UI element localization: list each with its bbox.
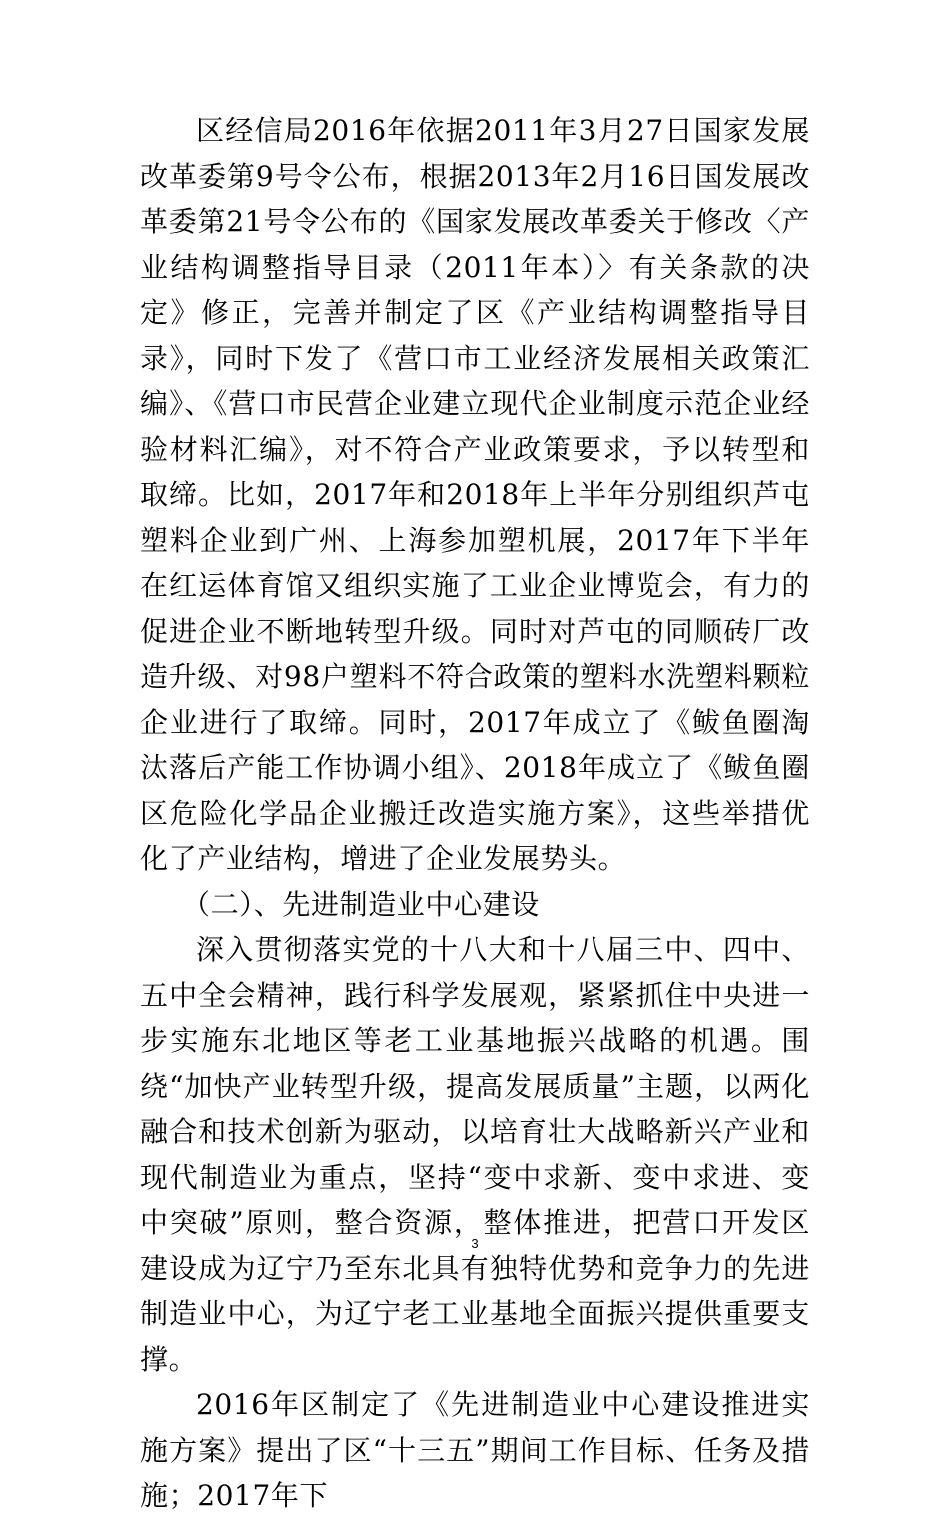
section-heading-advanced-manufacturing: （二）、先进制造业中心建设 [182, 887, 540, 921]
page-number: 3 [471, 1236, 479, 1251]
paragraph-manufacturing-center-strategy: 深入贯彻落实党的十八大和十八届三中、四中、五中全会精神，践行科学发展观，紧紧抓住中央进一步实施东北地区等老工业基地振兴战略的机遇。围绕“加快产业转型升级，提高发展质量”主题，以两化融合和技术创新为驱动，以培育壮大战略新兴产业和现代制造业为重点，坚持“变中求新、变中求进、变中突破”原则，整合资源，整体推进，把营口开发区建设成为辽宁乃至东北具有独特优势和竞争力的先进制造业中心，为辽宁老工业基地全面振兴提供重要支撑。 [140, 933, 810, 1376]
paragraph-implementation-plan: 2016年区制定了《先进制造业中心建设推进实施方案》提出了区“十三五”期间工作目标、任务及措施；2017年下 [140, 1388, 810, 1512]
document-body [140, 108, 810, 1519]
paragraph-industrial-restructuring: 区经信局2016年依据2011年3月27日国家发展改革委第9号令公布，根据2013年2月16日国发展改革委第21号令公布的《国家发展改革委关于修改〈产业结构调整指导目录（2011年本）〉有关条款的决定》修正，完善并制定了区《产业结构调整指导目录》，同时下发了《营口市工业经济发展相关政策汇编》、《营口市民营企业建立现代企业制度示范企业经验材料汇编》，对不符合产业政策要求，予以转型和取缔。比如，2017年和2018年上半年分别组织芦屯塑料企业到广州、上海参加塑机展，2017年下半年在红运体育馆又组织实施了工业企业博览会，有力的促进企业不断地转型升级。同时对芦屯的同顺砖厂改造升级、对98户塑料不符合政策的塑料水洗塑料颗粒企业进行了取缔。同时，2017年成立了《鲅鱼圈淘汰落后产能工作协调小组》、2018年成立了《鲅鱼圈区危险化学品企业搬迁改造实施方案》，这些举措优化了产业结构，增进了企业发展势头。 [140, 114, 810, 875]
